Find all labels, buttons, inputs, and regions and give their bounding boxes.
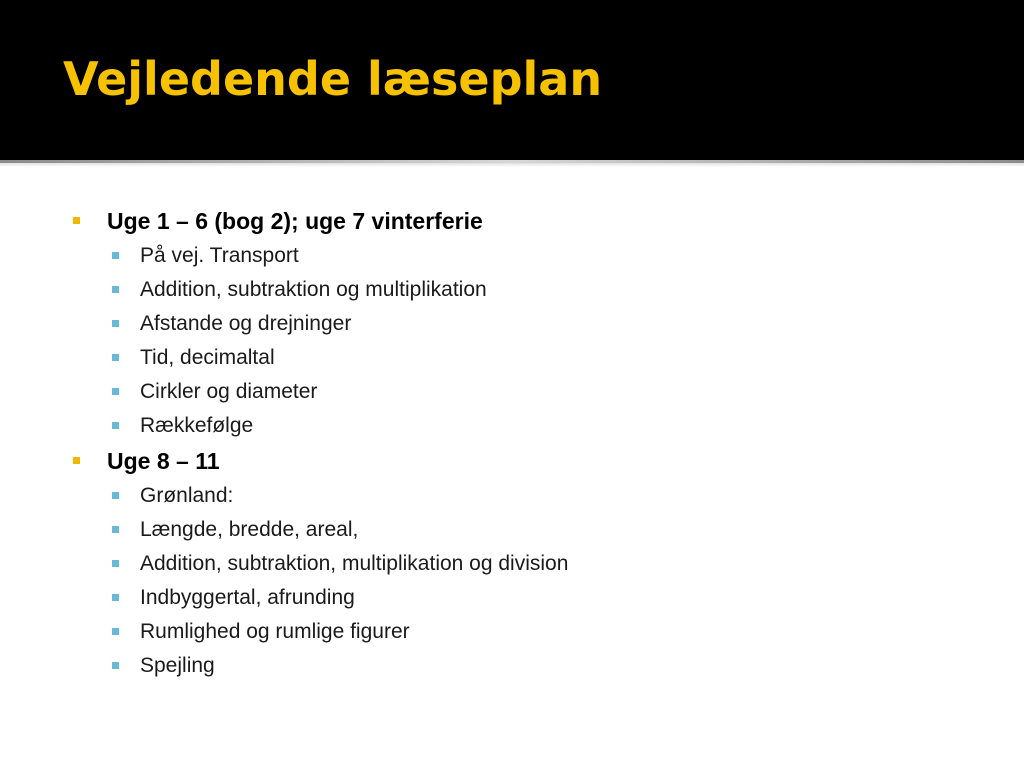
sub-bullet [72,615,1002,649]
square-bullet-icon [112,388,119,395]
bullet-heading [72,203,1002,239]
title-bar [0,0,1024,160]
sub-bullet-text: På vej. Transport [140,244,299,267]
square-bullet-icon [73,217,80,224]
bullet-list [72,203,1002,683]
sub-bullet [72,341,1002,375]
square-bullet-icon [112,422,119,429]
sub-bullet [72,409,1002,443]
sub-bullet [72,513,1002,547]
sub-bullet [72,649,1002,683]
sub-bullet-text: Rækkefølge [140,414,254,437]
sub-bullet-text: Addition, subtraktion, multiplikation og division [140,552,569,575]
square-bullet-icon [73,457,80,464]
sub-bullet [72,479,1002,513]
bullet-heading [72,443,1002,479]
sub-bullet-text: Cirkler og diameter [140,380,318,403]
title-divider-shadow [0,163,1024,167]
slide-title: Vejledende læseplan [63,52,603,106]
sub-bullet-text: Indbyggertal, afrunding [140,586,355,609]
sub-bullet-text: Rumlighed og rumlige figurer [140,620,410,643]
square-bullet-icon [112,252,119,259]
sub-bullet [72,239,1002,273]
sub-bullet-text: Tid, decimaltal [140,346,275,369]
sub-bullet-text: Længde, bredde, areal, [140,518,359,541]
sub-bullet [72,581,1002,615]
bullet-heading-text: Uge 1 – 6 (bog 2); uge 7 vinterferie [107,208,483,234]
square-bullet-icon [112,662,119,669]
square-bullet-icon [112,594,119,601]
square-bullet-icon [112,320,119,327]
sub-bullet [72,375,1002,409]
square-bullet-icon [112,286,119,293]
square-bullet-icon [112,492,119,499]
square-bullet-icon [112,526,119,533]
sub-bullet-text: Spejling [140,654,215,677]
sub-bullet-text: Afstande og drejninger [140,312,352,335]
sub-bullet [72,547,1002,581]
square-bullet-icon [112,560,119,567]
square-bullet-icon [112,628,119,635]
bullet-heading-text: Uge 8 – 11 [107,448,220,474]
sub-bullet [72,307,1002,341]
sub-bullet-text: Addition, subtraktion og multiplikation [140,278,487,301]
square-bullet-icon [112,354,119,361]
sub-bullet [72,273,1002,307]
sub-bullet-text: Grønland: [140,484,234,507]
